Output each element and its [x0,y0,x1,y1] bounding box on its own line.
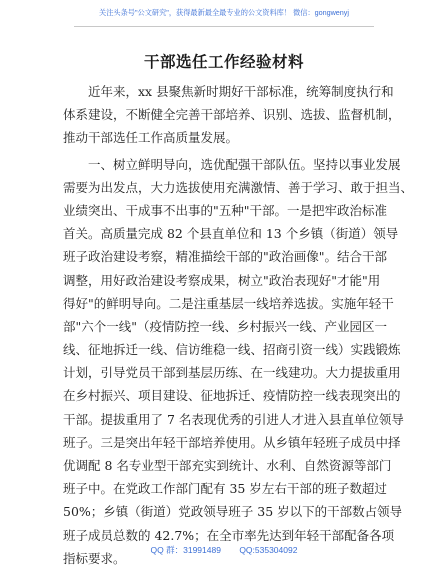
text-line: 推动干部选任工作高质量发展。 [63,130,239,146]
text-line: 优调配 8 名专业型干部充实到统计、水利、自然资源等部门 [63,458,392,473]
footer-contact [0,544,448,556]
text-line: 干部。提拔重用了 7 名表现优秀的引进人才进入县直单位领导 [63,411,404,427]
text-line: 班子政治建设考察，精准描绘干部的"政治画像"。结合干部 [63,249,388,265]
text-line: 班子。三是突出年轻干部培养使用。从乡镇年轻班子成员中择 [63,434,401,450]
text-line: 首关。高质量完成 82 个县直单位和 13 个乡镇（街道）领导 [63,226,399,242]
header-divider [74,26,374,27]
paragraph-intro [63,80,401,150]
text-line: 指标要求。 [63,550,126,566]
footer-qq-group: QQ 群：31991489 [150,545,221,555]
text-line: 一、树立鲜明导向，选优配强干部队伍。坚持以事业发展 [88,156,401,172]
document-body [63,80,414,570]
text-line: 线、征地拆迁一线、信访维稳一线、招商引资一线）实践锻炼 [63,342,401,358]
text-line: 得好"的鲜明导向。二是注重基层一线培养选拔。实施年轻干 [63,295,394,311]
document-title: 干部选任工作经验材料 [143,53,304,71]
text-line: 调整，用好政治建设考察成果，树立"政治表现好"才能"用 [63,272,381,288]
paragraph-section-1 [63,153,414,570]
text-line: 业绩突出、干成事不出事的"五种"干部。一是把牢政治标准 [63,202,388,218]
text-line: 在乡村振兴、项目建设、征地拆迁、疫情防控一线表现突出的 [63,388,401,404]
text-line: 部"六个一线"（疫情防控一线、乡村振兴一线、产业园区一 [63,318,388,334]
text-line: 近年来，xx 县聚焦新时期好干部标准，统筹制度执行和 [88,84,394,99]
text-line: 计划，引导党员干部到基层历练、在一线建功。大力提拔重用 [63,365,401,381]
text-line: 体系建设，不断健全完善干部培养、识别、选拔、监督机制， [63,107,401,123]
text-line: 班子成员总数的 42.7%；在全市率先达到年轻干部配备各项 [63,527,395,543]
footer-qq: QQ:535304092 [239,545,298,555]
text-line: 50%；乡镇（街道）党政领导班子 35 岁以下的干部数占领导 [63,504,403,520]
text-line: 需要为出发点，大力选拔使用充满激情、善于学习、敢于担当、 [63,179,414,195]
text-line: 班子中。在党政工作部门配有 35 岁左右干部的班子数超过 [63,481,387,497]
header-note: 关注头条号"公文研究"，获得最新最全最专业的公文资料库！ 微信：gongwenyj [99,8,349,17]
